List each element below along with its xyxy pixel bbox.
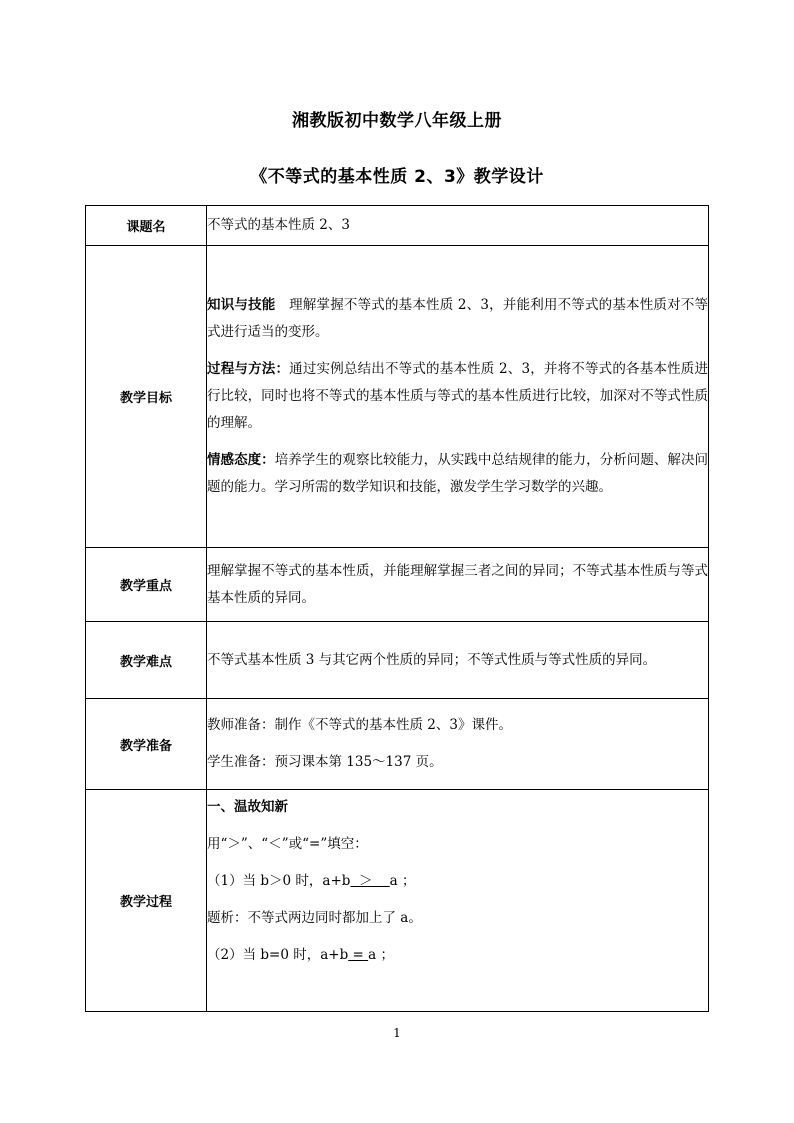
process-label: 教学过程 [86,790,207,1012]
document-subtitle: 《不等式的基本性质 2、3》教学设计 [250,167,544,187]
q1-answer: ＞ [359,873,373,889]
preparation-label: 教学准备 [86,699,207,790]
q2-prefix: （2）当 b=0 时，a+b [207,947,349,963]
table-row-topic [86,206,709,246]
teacher-preparation: 教师准备：制作《不等式的基本性质 2、3》课件。 [207,717,512,733]
goal-knowledge-text: 理解掌握不等式的基本性质 2、3，并能利用不等式的基本性质对不等式进行适当的变形。 [207,297,709,340]
preparation-content [207,699,709,790]
q2-suffix: a ； [368,947,394,963]
goal-knowledge-head: 知识与技能 [207,297,276,313]
key-points-label: 教学重点 [86,548,207,622]
q2-answer: = [352,947,364,963]
goals-content [207,246,709,548]
goal-process-text: 通过实例总结出不等式的基本性质 2、3，并将不等式的各基本性质进行比较，同时也将不等式的基本性质与等式的基本性质进行比较，加深对不等式性质的理解。 [207,361,709,431]
difficulties-label: 教学难点 [86,622,207,699]
table-row-preparation [86,699,709,790]
process-content [207,790,709,1012]
goal-emotion-text: 培养学生的观察比较能力，从实践中总结规律的能力，分析问题、解决问题的能力。学习所需的数学知识和技能，激发学生学习数学的兴趣。 [207,452,709,495]
table-row-process [86,790,709,1012]
difficulties-text: 不等式基本性质 3 与其它两个性质的异同；不等式性质与等式性质的异同。 [207,622,709,699]
goals-label: 教学目标 [86,246,207,548]
q1-prefix: （1）当 b＞0 时，a+b [207,873,351,889]
table-row-goals [86,246,709,548]
goal-knowledge [207,292,708,346]
process-instruction: 用“＞”、“＜”或“=”填空： [207,836,368,852]
topic-label: 课题名 [86,206,207,246]
process-question-2 [207,942,708,969]
process-heading: 一、温故知新 [207,799,288,815]
key-points-text: 理解掌握不等式的基本性质，并能理解掌握三者之间的异同；不等式基本性质与等式基本性质的异同。 [207,548,709,622]
table-row-difficulties [86,622,709,699]
document-title: 湘教版初中数学八年级上册 [292,111,502,131]
table-row-key-points [86,548,709,622]
goal-emotion-head: 情感态度： [207,452,275,468]
process-analysis: 题析：不等式两边同时都加上了 a。 [207,910,422,926]
process-question-1 [207,868,708,895]
page-number: 1 [393,1026,401,1040]
goal-process [207,356,708,437]
goal-emotion [207,447,708,501]
goal-process-head: 过程与方法： [207,361,290,377]
topic-value: 不等式的基本性质 2、3 [207,206,709,246]
q1-suffix: a ； [389,873,416,889]
student-preparation: 学生准备：预习课本第 135～137 页。 [207,754,443,770]
lesson-plan-table [85,205,709,1012]
